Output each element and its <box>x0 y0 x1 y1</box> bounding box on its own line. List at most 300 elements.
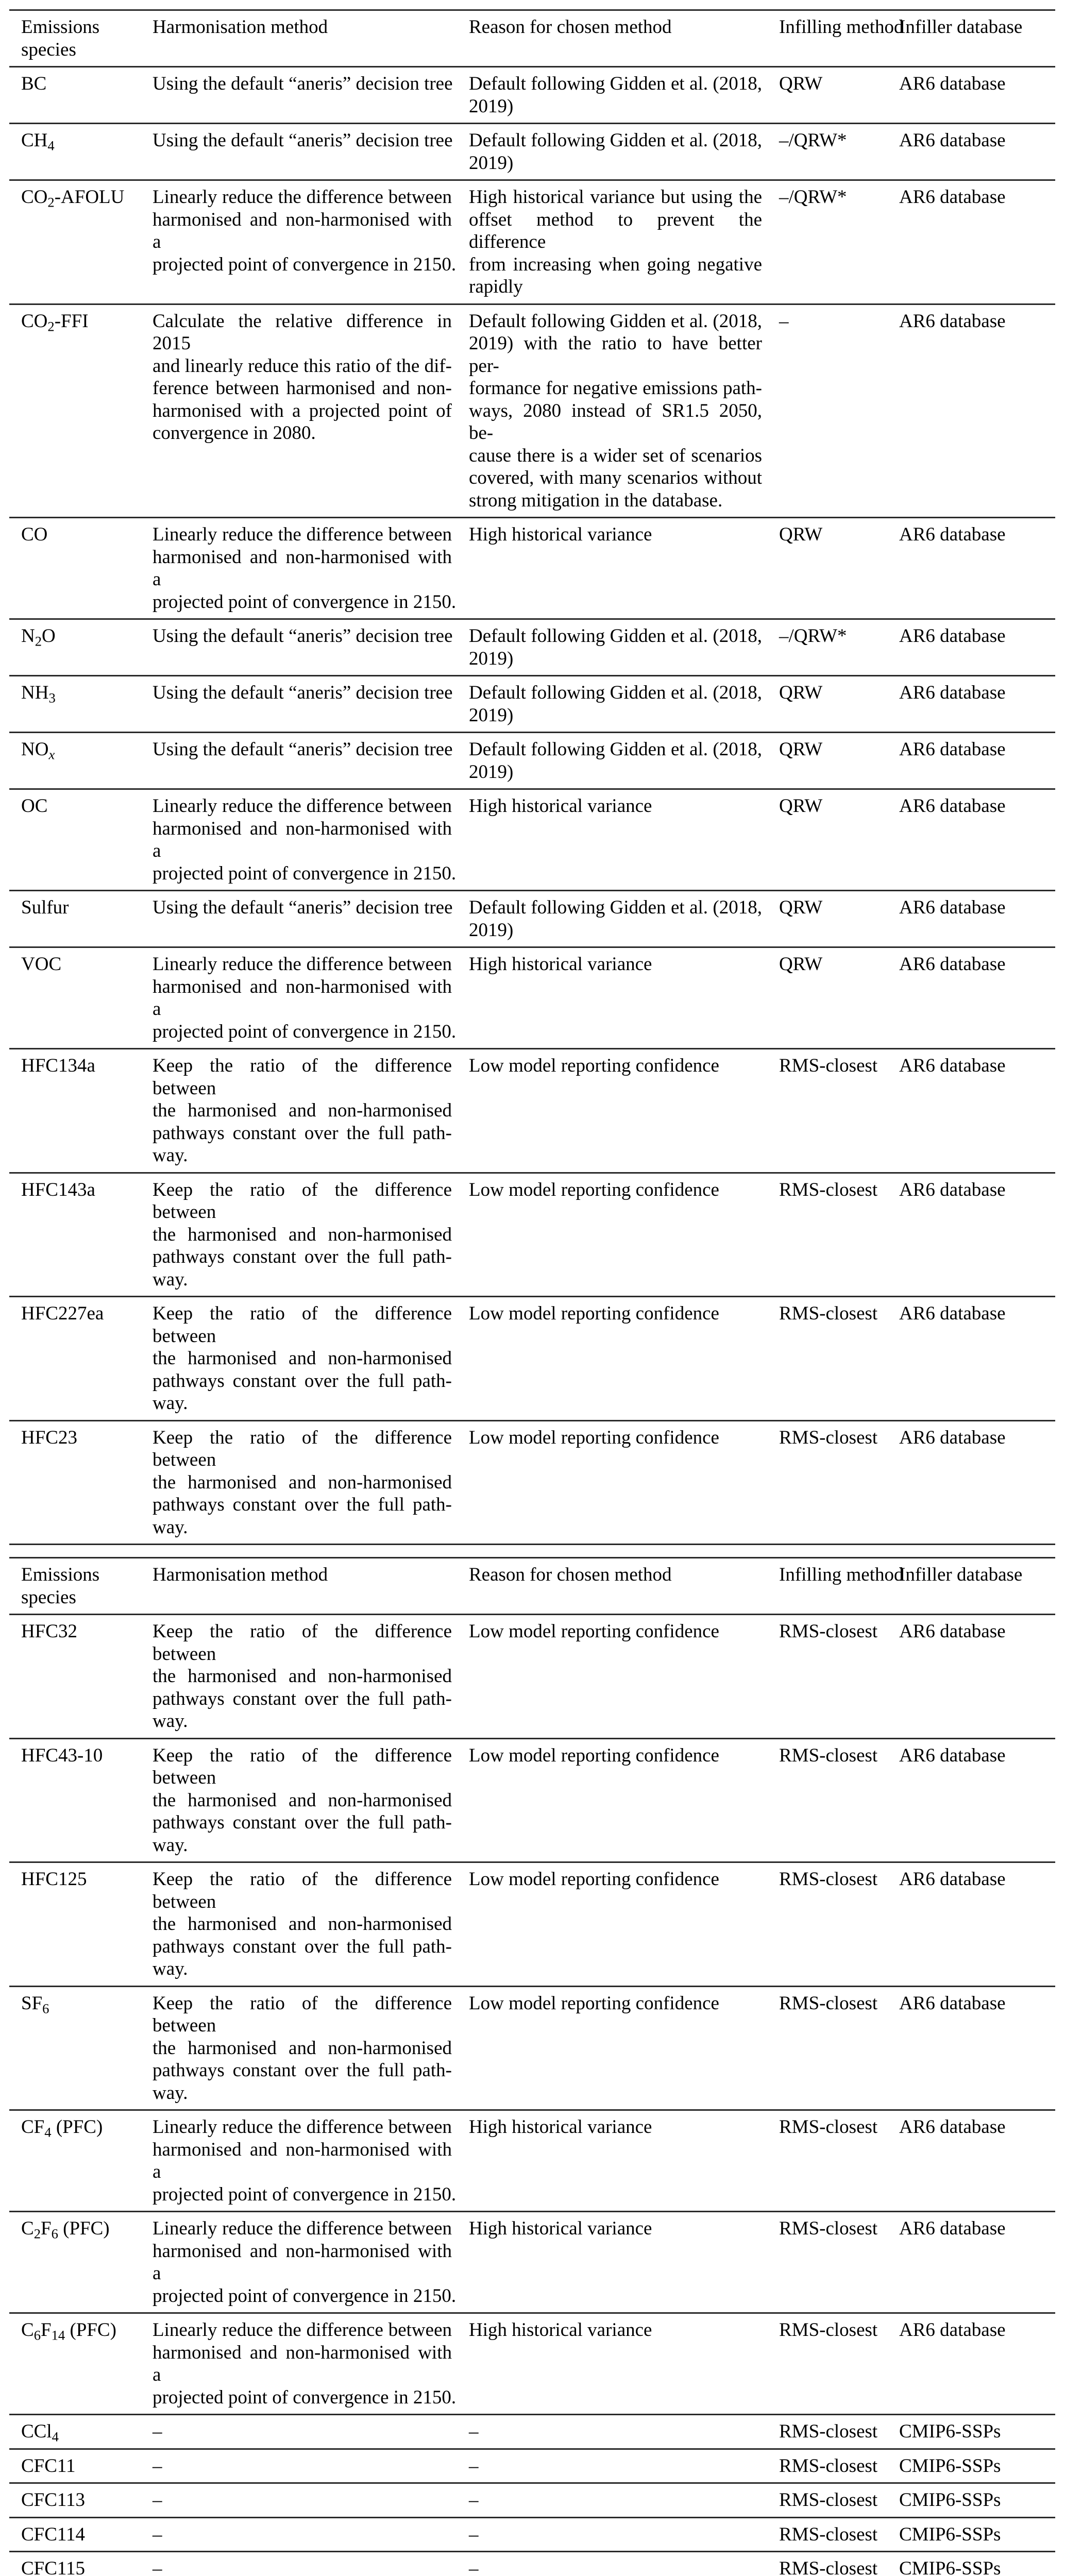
table-section <box>9 1557 1055 2576</box>
harmonisation-text-line: the harmonised and non-harmonised <box>153 1100 452 1121</box>
reason-cell <box>457 2450 767 2483</box>
species-text: CFC114 <box>21 2523 86 2545</box>
table-row <box>9 1049 1055 1174</box>
column-header-harmonisation <box>141 1558 457 1614</box>
reason-text-line: 2019) <box>469 919 514 941</box>
species-cell <box>9 790 141 890</box>
harmonisation-cell <box>141 790 457 890</box>
harmonisation-text-line: Linearly reduce the difference between <box>153 2116 452 2138</box>
column-header-infilling <box>767 11 904 66</box>
species-text: BC <box>21 73 47 94</box>
species-text: (PFC) <box>51 2116 103 2138</box>
harmonisation-text-line: the harmonised and non-harmonised <box>153 1348 452 1369</box>
species-text: N <box>21 625 35 647</box>
harmonisation-text-line: Keep the ratio of the difference between <box>153 1179 452 1223</box>
infiller-database-cell: AR6 database <box>899 795 1006 817</box>
infiller-database-cell: AR6 database <box>899 310 1006 332</box>
infiller-database-cell: AR6 database <box>899 682 1006 703</box>
species-subscript: 3 <box>48 690 56 706</box>
harmonisation-text-line: pathways constant over the full path- <box>153 1246 452 1267</box>
reason-text-line: Default following Gidden et al. (2018, <box>469 310 762 332</box>
harmonisation-cell <box>141 2450 457 2483</box>
harmonisation-text-line: projected point of convergence in 2150. <box>153 862 457 884</box>
infiller-database-cell: AR6 database <box>899 1303 1006 1324</box>
infilling-method-cell: RMS-closest <box>779 2218 878 2239</box>
harmonisation-cell <box>141 2484 457 2517</box>
species-cell <box>9 1174 141 1296</box>
harmonisation-text-line: the harmonised and non-harmonised <box>153 1789 452 1811</box>
species-text: CFC115 <box>21 2558 86 2576</box>
reason-cell <box>457 2314 767 2414</box>
species-text: -FFI <box>54 310 89 332</box>
harmonisation-text-line: Calculate the relative difference in 2015 <box>153 310 452 354</box>
infiller-database-cell: CMIP6-SSPs <box>899 2489 1001 2511</box>
infiller-database-cell: AR6 database <box>899 1992 1006 2014</box>
column-header-infilling <box>767 1558 904 1614</box>
harmonisation-cell <box>141 948 457 1048</box>
harmonisation-text-line: pathways constant over the full path- <box>153 2060 452 2081</box>
reason-text-line: High historical variance <box>469 2116 652 2138</box>
reason-cell <box>457 2484 767 2517</box>
species-text: HFC32 <box>21 1621 77 1642</box>
harmonisation-text-line: Linearly reduce the difference between <box>153 954 452 975</box>
reason-text-line: Default following Gidden et al. (2018, <box>469 625 762 647</box>
species-cell <box>9 67 141 123</box>
infilling-method-cell: RMS-closest <box>779 1621 878 1642</box>
species-cell <box>9 2212 141 2312</box>
harmonisation-text-line: projected point of convergence in 2150. <box>153 591 457 613</box>
table-row <box>9 1421 1055 1546</box>
reason-cell <box>457 67 767 123</box>
reason-cell <box>457 2111 767 2211</box>
reason-text-line: 2019) <box>469 95 514 117</box>
reason-cell <box>457 181 767 303</box>
infilling-method-cell: RMS-closest <box>779 1744 878 1766</box>
harmonisation-text-line: way. <box>153 1268 188 1290</box>
species-text: C <box>21 2319 34 2341</box>
reason-text-line: High historical variance <box>469 2319 652 2341</box>
header-text-line: Emissions <box>21 16 100 38</box>
harmonisation-cell <box>141 891 457 946</box>
infilling-method-cell: –/QRW* <box>779 625 847 647</box>
table-row <box>9 1297 1055 1421</box>
table-row <box>9 67 1055 124</box>
table-row <box>9 518 1055 620</box>
harmonisation-text-line: way. <box>153 1958 188 1979</box>
harmonisation-cell <box>141 733 457 788</box>
table-row <box>9 1987 1055 2111</box>
species-cell <box>9 620 141 675</box>
infiller-database-cell: AR6 database <box>899 73 1006 94</box>
species-text: HFC43-10 <box>21 1744 103 1766</box>
species-cell <box>9 1863 141 1986</box>
harmonisation-cell <box>141 305 457 517</box>
reason-text-line: – <box>469 2421 479 2442</box>
harmonisation-text-line: pathways constant over the full path- <box>153 1122 452 1144</box>
harmonisation-text-line: way. <box>153 1145 188 1166</box>
species-text: C <box>21 2218 34 2239</box>
table-row <box>9 2415 1055 2450</box>
header-text-line: Reason for chosen method <box>469 16 672 38</box>
harmonisation-text-line: Linearly reduce the difference between <box>153 2319 452 2341</box>
reason-text-line: Default following Gidden et al. (2018, <box>469 739 762 760</box>
reason-text-line: 2019) <box>469 152 514 174</box>
harmonisation-text-line: harmonised with a projected point of <box>153 400 452 421</box>
harmonisation-text-line: Keep the ratio of the difference between <box>153 1869 452 1912</box>
table-row <box>9 676 1055 733</box>
harmonisation-cell <box>141 1863 457 1986</box>
harmonisation-text-line: and linearly reduce this ratio of the dif- <box>153 355 452 377</box>
column-header-species <box>9 11 141 66</box>
harmonisation-text-line: way. <box>153 1834 188 1856</box>
reason-text-line: covered, with many scenarios without <box>469 467 762 488</box>
species-text: CF <box>21 2116 45 2138</box>
harmonisation-text-line: – <box>153 2523 162 2545</box>
table-row <box>9 1174 1055 1298</box>
infilling-method-cell: RMS-closest <box>779 1179 878 1200</box>
species-text: F <box>41 2218 52 2239</box>
infilling-method-cell: RMS-closest <box>779 2116 878 2138</box>
infilling-method-cell: QRW <box>779 73 823 94</box>
header-text-line: species <box>21 39 76 60</box>
species-text: (PFC) <box>58 2218 110 2239</box>
species-text: HFC23 <box>21 1427 77 1448</box>
harmonisation-cell <box>141 1987 457 2110</box>
infilling-method-cell: RMS-closest <box>779 1869 878 1890</box>
infiller-database-cell: AR6 database <box>899 524 1006 545</box>
reason-cell <box>457 620 767 675</box>
harmonisation-text-line: the harmonised and non-harmonised <box>153 1224 452 1245</box>
species-text: HFC125 <box>21 1869 87 1890</box>
infilling-method-cell: –/QRW* <box>779 187 847 208</box>
harmonisation-text-line: projected point of convergence in 2150. <box>153 253 457 275</box>
reason-cell <box>457 1049 767 1172</box>
reason-cell <box>457 124 767 179</box>
harmonisation-text-line: Using the default “aneris” decision tree <box>153 625 453 647</box>
reason-cell <box>457 1863 767 1986</box>
reason-text-line: High historical variance but using the <box>469 187 762 208</box>
species-subscript: 6 <box>33 2327 41 2343</box>
harmonisation-cell <box>141 1174 457 1296</box>
reason-cell <box>457 790 767 890</box>
species-text: HFC134a <box>21 1055 95 1076</box>
infiller-database-cell: AR6 database <box>899 897 1006 918</box>
harmonisation-text-line: pathways constant over the full path- <box>153 1812 452 1833</box>
infilling-method-cell: RMS-closest <box>779 1427 878 1448</box>
reason-text-line: Low model reporting confidence <box>469 1992 719 2014</box>
species-subscript: x <box>48 747 55 762</box>
infilling-method-cell: QRW <box>779 795 823 817</box>
species-text: NH <box>21 682 49 703</box>
harmonisation-text-line: way. <box>153 1710 188 1732</box>
species-cell <box>9 2314 141 2414</box>
reason-text-line: Low model reporting confidence <box>469 1427 719 1448</box>
infiller-database-cell: CMIP6-SSPs <box>899 2421 1001 2442</box>
species-text: CO <box>21 524 48 545</box>
harmonisation-text-line: pathways constant over the full path- <box>153 1494 452 1515</box>
column-header-harmonisation <box>141 11 457 66</box>
species-subscript: 2 <box>35 633 42 649</box>
infilling-method-cell: RMS-closest <box>779 2421 878 2442</box>
harmonisation-cell <box>141 1739 457 1862</box>
species-text: Sulfur <box>21 897 69 918</box>
infiller-database-cell: CMIP6-SSPs <box>899 2523 1001 2545</box>
reason-text-line: Default following Gidden et al. (2018, <box>469 130 762 151</box>
reason-text-line: ways, 2080 instead of SR1.5 2050, be- <box>469 400 762 444</box>
harmonisation-cell <box>141 2415 457 2448</box>
harmonisation-text-line: the harmonised and non-harmonised <box>153 1913 452 1935</box>
harmonisation-cell <box>141 67 457 123</box>
header-text-line: Infiller database <box>899 16 1023 38</box>
infilling-method-cell: RMS-closest <box>779 1992 878 2014</box>
species-subscript: 6 <box>51 2226 58 2242</box>
reason-text-line: 2019) <box>469 704 514 726</box>
species-cell <box>9 676 141 732</box>
harmonisation-text-line: Keep the ratio of the difference between <box>153 1621 452 1665</box>
harmonisation-text-line: – <box>153 2558 162 2576</box>
species-cell <box>9 181 141 303</box>
reason-cell <box>457 733 767 788</box>
harmonisation-text-line: harmonised and non-harmonised with a <box>153 2240 452 2284</box>
harmonisation-cell <box>141 2212 457 2312</box>
species-subscript: 2 <box>47 318 55 334</box>
table-row <box>9 2450 1055 2484</box>
species-text: CO <box>21 187 48 208</box>
species-text: CCl <box>21 2421 52 2442</box>
infiller-database-cell: AR6 database <box>899 739 1006 760</box>
harmonisation-cell <box>141 518 457 618</box>
infiller-database-cell: AR6 database <box>899 2116 1006 2138</box>
harmonisation-text-line: Linearly reduce the difference between <box>153 795 452 817</box>
harmonisation-text-line: Linearly reduce the difference between <box>153 524 452 545</box>
harmonisation-text-line: the harmonised and non-harmonised <box>153 1666 452 1687</box>
harmonisation-text-line: – <box>153 2421 162 2442</box>
species-text: HFC143a <box>21 1179 95 1200</box>
table-row <box>9 2111 1055 2212</box>
infiller-database-cell: AR6 database <box>899 2218 1006 2239</box>
infilling-method-cell: –/QRW* <box>779 130 847 151</box>
reason-text-line: Low model reporting confidence <box>469 1869 719 1890</box>
harmonisation-text-line: way. <box>153 2082 188 2104</box>
harmonisation-text-line: Keep the ratio of the difference between <box>153 1055 452 1099</box>
species-subscript: 2 <box>47 194 55 210</box>
header-text-line: Reason for chosen method <box>469 1564 672 1585</box>
harmonisation-cell <box>141 1297 457 1420</box>
harmonisation-text-line: – <box>153 2455 162 2477</box>
harmonisation-text-line: projected point of convergence in 2150. <box>153 2285 457 2307</box>
infiller-database-cell: AR6 database <box>899 1427 1006 1448</box>
table-row <box>9 1615 1055 1739</box>
species-cell <box>9 1615 141 1738</box>
species-cell <box>9 2552 141 2576</box>
table-row <box>9 2552 1055 2576</box>
species-cell <box>9 2518 141 2551</box>
reason-text-line: High historical variance <box>469 524 652 545</box>
harmonisation-text-line: projected point of convergence in 2150. <box>153 2183 457 2205</box>
harmonisation-text-line: Using the default “aneris” decision tree <box>153 73 453 94</box>
reason-text-line: High historical variance <box>469 795 652 817</box>
harmonisation-cell <box>141 1615 457 1738</box>
species-cell <box>9 124 141 179</box>
reason-text-line: Default following Gidden et al. (2018, <box>469 897 762 918</box>
infiller-database-cell: AR6 database <box>899 625 1006 647</box>
table-row <box>9 948 1055 1049</box>
infiller-database-cell: AR6 database <box>899 954 1006 975</box>
species-cell <box>9 2111 141 2211</box>
reason-cell <box>457 676 767 732</box>
infiller-database-cell: AR6 database <box>899 1744 1006 1766</box>
species-cell <box>9 1739 141 1862</box>
column-header-species <box>9 1558 141 1614</box>
reason-cell <box>457 1174 767 1296</box>
infiller-database-cell: AR6 database <box>899 2319 1006 2341</box>
species-cell <box>9 733 141 788</box>
species-cell <box>9 305 141 517</box>
harmonisation-text-line: the harmonised and non-harmonised <box>153 1471 452 1493</box>
infilling-method-cell: RMS-closest <box>779 2558 878 2576</box>
header-text-line: Emissions <box>21 1564 100 1585</box>
harmonisation-text-line: Keep the ratio of the difference between <box>153 1427 452 1470</box>
harmonisation-text-line: Keep the ratio of the difference between <box>153 1992 452 2036</box>
infilling-method-cell: RMS-closest <box>779 2523 878 2545</box>
infilling-method-cell: RMS-closest <box>779 2489 878 2511</box>
infiller-database-cell: AR6 database <box>899 130 1006 151</box>
species-text: CH <box>21 130 48 151</box>
harmonisation-text-line: harmonised and non-harmonised with a <box>153 546 452 590</box>
species-text: OC <box>21 795 48 817</box>
harmonisation-cell <box>141 676 457 732</box>
harmonisation-text-line: Using the default “aneris” decision tree <box>153 897 453 918</box>
table-section <box>9 9 1055 1545</box>
table-row <box>9 790 1055 891</box>
reason-cell <box>457 1739 767 1862</box>
reason-text-line: Low model reporting confidence <box>469 1303 719 1324</box>
emissions-table <box>9 9 1055 2576</box>
column-header-reason <box>457 1558 767 1614</box>
table-row <box>9 891 1055 948</box>
infiller-database-cell: AR6 database <box>899 1055 1006 1076</box>
table-row <box>9 305 1055 519</box>
infilling-method-cell: – <box>779 310 789 332</box>
reason-text-line: from increasing when going negative <box>469 253 762 275</box>
species-text: CO <box>21 310 48 332</box>
harmonisation-cell <box>141 181 457 303</box>
infiller-database-cell: AR6 database <box>899 187 1006 208</box>
species-text: CFC113 <box>21 2489 86 2511</box>
harmonisation-text-line: convergence in 2080. <box>153 422 316 444</box>
species-text: SF <box>21 1992 43 2014</box>
table-row <box>9 2314 1055 2415</box>
reason-text-line: Default following Gidden et al. (2018, <box>469 682 762 703</box>
harmonisation-cell <box>141 1049 457 1172</box>
table-row <box>9 620 1055 676</box>
harmonisation-text-line: harmonised and non-harmonised with a <box>153 2342 452 2385</box>
species-subscript: 4 <box>52 2429 59 2445</box>
column-header-reason <box>457 11 767 66</box>
species-text: (PFC) <box>65 2319 116 2341</box>
species-cell <box>9 2415 141 2448</box>
reason-text-line: High historical variance <box>469 2218 652 2239</box>
species-cell <box>9 1049 141 1172</box>
infiller-database-cell: AR6 database <box>899 1621 1006 1642</box>
column-header-database <box>887 11 1055 66</box>
harmonisation-text-line: Using the default “aneris” decision tree <box>153 130 453 151</box>
header-text-line: Harmonisation method <box>153 16 328 38</box>
species-cell <box>9 1987 141 2110</box>
reason-cell <box>457 2212 767 2312</box>
column-header-database <box>887 1558 1055 1614</box>
species-subscript: 4 <box>44 2124 52 2140</box>
species-text: F <box>41 2319 52 2341</box>
header-text-line: Infilling method <box>779 1564 904 1585</box>
reason-text-line: strong mitigation in the database. <box>469 489 723 511</box>
table-row <box>9 124 1055 181</box>
species-text: CFC11 <box>21 2455 76 2477</box>
species-cell <box>9 2450 141 2483</box>
harmonisation-text-line: pathways constant over the full path- <box>153 1370 452 1392</box>
harmonisation-cell <box>141 2552 457 2576</box>
reason-text-line: – <box>469 2558 479 2576</box>
harmonisation-text-line: Linearly reduce the difference between <box>153 187 452 208</box>
harmonisation-text-line: harmonised and non-harmonised with a <box>153 976 452 1020</box>
infilling-method-cell: QRW <box>779 682 823 703</box>
table-row <box>9 1863 1055 1987</box>
species-cell <box>9 518 141 618</box>
reason-cell <box>457 1297 767 1420</box>
harmonisation-text-line: Using the default “aneris” decision tree <box>153 682 453 703</box>
harmonisation-text-line: harmonised and non-harmonised with a <box>153 818 452 861</box>
table-row <box>9 2518 1055 2553</box>
harmonisation-text-line: harmonised and non-harmonised with a <box>153 209 452 252</box>
table-row <box>9 2212 1055 2314</box>
species-subscript: 14 <box>51 2327 65 2343</box>
harmonisation-text-line: – <box>153 2489 162 2511</box>
infiller-database-cell: CMIP6-SSPs <box>899 2558 1001 2576</box>
infilling-method-cell: RMS-closest <box>779 1303 878 1324</box>
harmonisation-text-line: ference between harmonised and non- <box>153 378 452 399</box>
species-subscript: 2 <box>33 2226 41 2242</box>
species-subscript: 4 <box>47 138 55 154</box>
species-text: VOC <box>21 954 62 975</box>
table-row <box>9 733 1055 790</box>
reason-cell <box>457 891 767 946</box>
reason-text-line: offset method to prevent the difference <box>469 209 762 252</box>
species-cell <box>9 891 141 946</box>
harmonisation-cell <box>141 1421 457 1544</box>
header-text-line: Infilling method <box>779 16 904 38</box>
harmonisation-text-line: projected point of convergence in 2150. <box>153 1021 457 1042</box>
reason-text-line: – <box>469 2489 479 2511</box>
header-text-line: Harmonisation method <box>153 1564 328 1585</box>
reason-text-line: Low model reporting confidence <box>469 1744 719 1766</box>
infilling-method-cell: RMS-closest <box>779 2455 878 2477</box>
species-text: -AFOLU <box>54 187 125 208</box>
reason-text-line: 2019) with the ratio to have better per- <box>469 333 762 377</box>
species-cell <box>9 948 141 1048</box>
header-text-line: species <box>21 1586 76 1608</box>
harmonisation-text-line: Using the default “aneris” decision tree <box>153 739 453 760</box>
infiller-database-cell: AR6 database <box>899 1179 1006 1200</box>
reason-text-line: – <box>469 2523 479 2545</box>
reason-cell <box>457 305 767 517</box>
infiller-database-cell: AR6 database <box>899 1869 1006 1890</box>
harmonisation-text-line: pathways constant over the full path- <box>153 1688 452 1709</box>
reason-text-line: cause there is a wider set of scenarios <box>469 445 762 466</box>
harmonisation-cell <box>141 620 457 675</box>
reason-cell <box>457 1987 767 2110</box>
table-header-row <box>9 1558 1055 1615</box>
harmonisation-cell <box>141 2518 457 2551</box>
